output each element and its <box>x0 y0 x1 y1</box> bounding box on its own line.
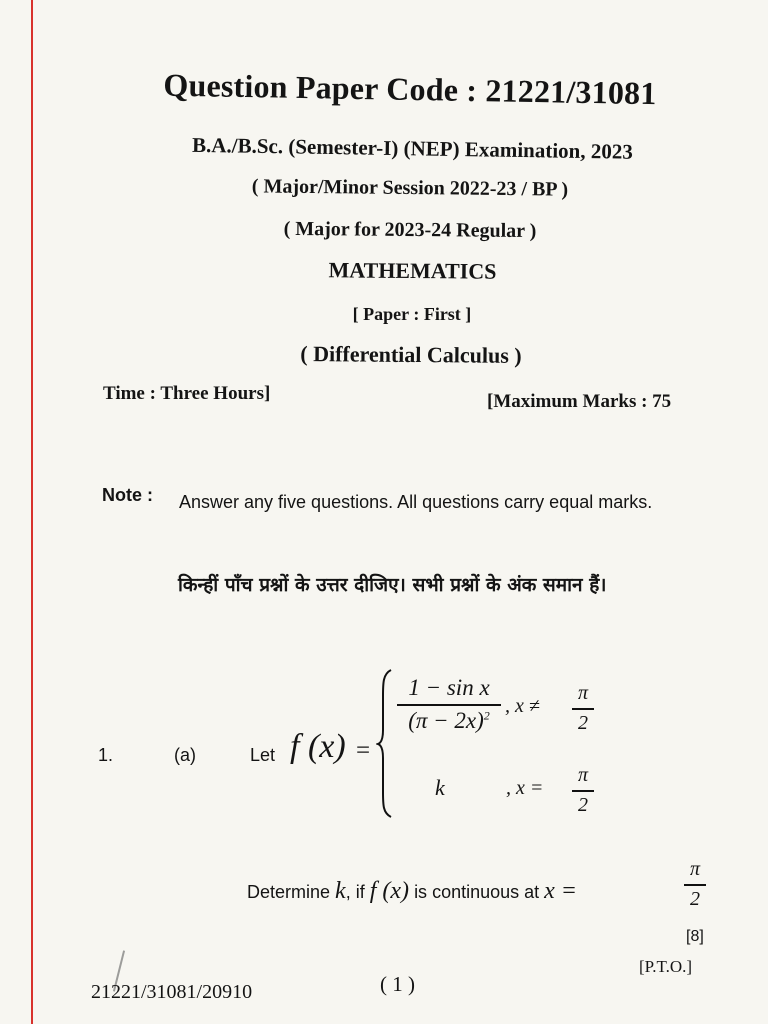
piecewise-fraction <box>397 675 501 734</box>
note-label: Note : <box>102 485 153 505</box>
continuity-pi-over-two: $\frac{\pi}{2}$ <box>684 858 706 911</box>
question-marks: [8] <box>686 928 704 945</box>
first-pi-over-two: $\frac{\pi}{2}$ <box>572 682 594 735</box>
second-case-value: k <box>435 775 445 800</box>
fraction-denominator: $(\pi - 2x)^2$ <box>408 708 490 733</box>
page-number: ( 1 ) <box>380 972 415 996</box>
piecewise-brace <box>376 667 394 820</box>
question-part: (a) <box>174 745 196 765</box>
session-line: ( Major/Minor Session 2022-23 / BP ) <box>251 175 569 201</box>
exam-title: B.A./B.Sc. (Semester-I) (NEP) Examination, 2023 <box>191 132 634 164</box>
question-paper-code: Question Paper Code : 21221/31081 <box>163 66 657 112</box>
red-margin-line <box>31 0 33 1024</box>
question-number: 1. <box>98 745 114 765</box>
continuity-prompt: Determine k, if f (x) is continuous at x = <box>247 878 578 904</box>
fraction-numerator: 1 − sin x <box>397 675 501 706</box>
paper-label: [ Paper : First ] <box>352 304 472 324</box>
first-case-condition: , x ≠ <box>505 695 540 717</box>
hindi-instruction: किन्हीं पाँच प्रश्नों के उत्तर दीजिए। सभी प्रश्नों के अंक समान हैं। <box>178 574 607 596</box>
footer-code: 21221/31081/20910 <box>91 981 253 1003</box>
course-title: ( Differential Calculus ) <box>300 341 522 368</box>
let-text: Let <box>250 745 276 765</box>
english-instruction: Answer any five questions. All questions carry equal marks. <box>179 492 653 512</box>
function-label: f (x) <box>290 728 346 765</box>
second-case-condition: , x = <box>506 777 544 799</box>
regular-line: ( Major for 2023-24 Regular ) <box>283 217 537 243</box>
second-pi-over-two: $\frac{\pi}{2}$ <box>572 764 594 817</box>
subject-title: MATHEMATICS <box>328 257 497 284</box>
maximum-marks: [Maximum Marks : 75 <box>487 391 672 412</box>
denominator-exponent: 2 <box>483 708 490 723</box>
pto-label: [P.T.O.] <box>639 957 693 976</box>
equals-sign: = <box>356 737 371 764</box>
time-limit: Time : Three Hours] <box>103 383 271 404</box>
